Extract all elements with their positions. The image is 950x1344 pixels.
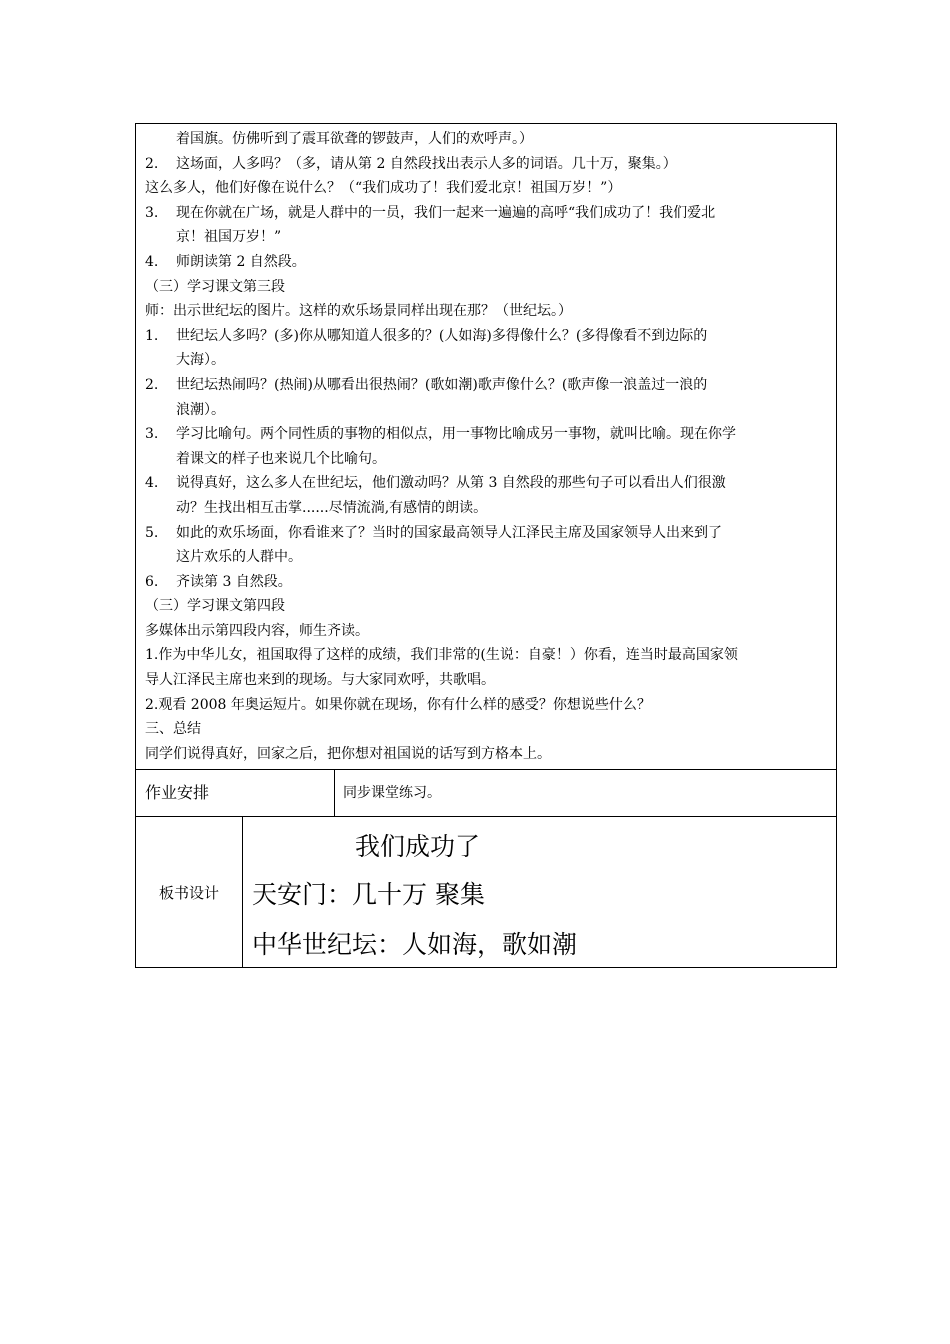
- blackboard-title: 我们成功了: [355, 832, 481, 862]
- text-line: 导人江泽民主席也来到的现场。与大家同欢呼，共歌唱。: [145, 672, 495, 689]
- numbered-item: [145, 521, 828, 570]
- item-text: 世纪坛人多吗？(多)你从哪知道人很多的？(人如海)多得像什么？(多得像看不到边际的: [176, 327, 708, 344]
- text-line: 2.观看 2008 年奥运短片。如果你就在现场，你有什么样的感受？你想说些什么？: [145, 696, 651, 713]
- item-text-continued: 浪潮）。: [176, 401, 225, 418]
- item-text: 说得真好，这么多人在世纪坛，他们激动吗？从第 3 自然段的那些句子可以看出人们很激: [176, 475, 726, 492]
- item-text-continued: 着课文的样子也来说几个比喻句。: [176, 450, 386, 467]
- text-line: （三）学习课文第三段: [145, 278, 285, 295]
- item-text: 齐读第 3 自然段。: [176, 573, 292, 590]
- homework-value: 同步课堂练习。: [343, 785, 441, 802]
- item-text: 如此的欢乐场面，你看谁来了？当时的国家最高领导人江泽民主席及国家领导人出来到了: [176, 524, 722, 541]
- lesson-plan-table: [135, 123, 837, 968]
- item-text: 这场面，人多吗？（多，请从第 2 自然段找出表示人多的词语。几十万，聚集。）: [176, 155, 677, 172]
- item-number: 2.: [145, 376, 159, 393]
- item-text-continued: 这片欢乐的人群中。: [176, 549, 302, 566]
- text-line: 同学们说得真好，回家之后，把你想对祖国说的话写到方格本上。: [145, 745, 551, 762]
- item-number: 4.: [145, 475, 159, 492]
- blackboard-content: [243, 817, 836, 967]
- item-text-continued: 大海）。: [176, 352, 225, 369]
- blackboard-label: 板书设计: [136, 817, 243, 967]
- item-text: 世纪坛热闹吗？(热闹)从哪看出很热闹？(歌如潮)歌声像什么？(歌声像一浪盖过一浪的: [176, 376, 708, 393]
- item-number: 5.: [145, 524, 159, 541]
- text-line: 这么多人，他们好像在说什么？（“我们成功了！我们爱北京！祖国万岁！”）: [145, 180, 622, 197]
- item-text-continued: 动？生找出相互击掌......尽情流淌,有感情的朗读。: [176, 499, 488, 516]
- item-number: 3.: [145, 426, 159, 443]
- text-line: 着国旗。仿佛听到了震耳欲聋的锣鼓声，人们的欢呼声。）: [176, 131, 533, 147]
- text-line: 多媒体出示第四段内容，师生齐读。: [145, 622, 369, 639]
- blackboard-line-2: 中华世纪坛：人如海，歌如潮: [252, 930, 578, 960]
- item-text: 现在你就在广场，就是人群中的一员，我们一起来一遍遍的高呼“我们成功了！我们爱北: [176, 204, 716, 221]
- numbered-item: [145, 570, 828, 595]
- item-text-continued: 京！祖国万岁！”: [176, 229, 282, 246]
- numbered-item: [145, 201, 828, 250]
- item-number: 1.: [145, 327, 159, 344]
- numbered-item: [145, 373, 828, 422]
- text-line: 三、总结: [145, 721, 201, 738]
- text-line: （三）学习课文第四段: [145, 598, 285, 615]
- blackboard-row: [135, 817, 837, 968]
- item-number: 6.: [145, 573, 159, 590]
- item-text: 学习比喻句。两个同性质的事物的相似点，用一事物比喻成另一事物，就叫比喻。现在你学: [176, 426, 736, 443]
- numbered-item: [145, 250, 828, 275]
- homework-label: 作业安排: [136, 770, 335, 816]
- blackboard-line-1: 天安门：几十万 聚集: [252, 880, 485, 910]
- lesson-content-cell: [135, 123, 837, 770]
- text-line: 师：出示世纪坛的图片。这样的欢乐场景同样出现在那？（世纪坛。）: [145, 303, 572, 320]
- numbered-item: [145, 422, 828, 471]
- numbered-item: [145, 471, 828, 520]
- item-number: 3.: [145, 204, 159, 221]
- numbered-item: [145, 324, 828, 373]
- item-text: 师朗读第 2 自然段。: [176, 253, 306, 270]
- item-number: 4.: [145, 253, 159, 270]
- text-line: 1.作为中华儿女，祖国取得了这样的成绩，我们非常的(生说：自豪！）你看，连当时最高国家领: [145, 647, 738, 664]
- numbered-item: [145, 152, 828, 177]
- item-number: 2.: [145, 155, 159, 172]
- homework-row: [135, 770, 837, 817]
